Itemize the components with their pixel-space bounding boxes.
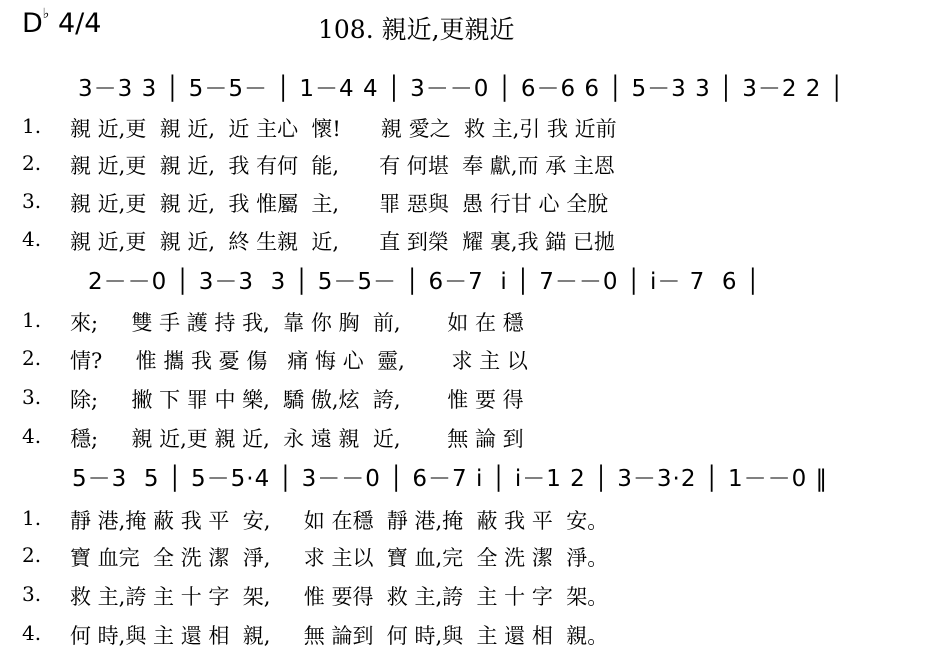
notation-line-2: 2－－0 │ 3－3 3 │ 5－5－ │ 6－7 i │ 7－－0 │ i－ 7 6 │: [88, 269, 761, 295]
verse-number: 1.: [22, 506, 42, 530]
verse-number: 4.: [22, 424, 42, 448]
verse-number: 2.: [22, 543, 42, 567]
lyric-line: 何 時,與 主 還 相 親, 無 論到 何 時,與 主 還 相 親。: [70, 624, 609, 648]
lyric-line: 救 主,誇 主 十 字 架, 惟 要得 救 主,誇 主 十 字 架。: [70, 585, 609, 609]
verse-number: 4.: [22, 227, 42, 251]
hymn-title: 108. 親近,更親近: [318, 15, 515, 44]
verse-number: 3.: [22, 385, 42, 409]
lyric-line: 親 近,更 親 近, 我 有何 能, 有 何堪 奉 獻,而 承 主恩: [70, 154, 615, 178]
lyric-line: 親 近,更 親 近, 我 惟屬 主, 罪 惡與 愚 行甘 心 全脫: [70, 192, 609, 216]
key-signature: D♭ 4/4: [22, 6, 102, 39]
time-signature: 4/4: [58, 8, 102, 39]
verse-number: 2.: [22, 151, 42, 175]
verse-number: 3.: [22, 189, 42, 213]
notation-line-1: 3－3 3 │ 5－5－ │ 1－4 4 │ 3－－0 │ 6－6 6 │ 5－3 3 │ 3－2 2 │: [78, 76, 845, 102]
verse-number: 3.: [22, 582, 42, 606]
verse-number: 1.: [22, 114, 42, 138]
verse-number: 4.: [22, 621, 42, 645]
lyric-line: 穩; 親 近,更 親 近, 永 遠 親 近, 無 論 到: [70, 427, 524, 451]
flat-sign: ♭: [42, 6, 50, 22]
lyric-line: 寶 血完 全 洗 潔 淨, 求 主以 寶 血,完 全 洗 潔 淨。: [70, 546, 609, 570]
lyric-line: 親 近,更 親 近, 終 生親 近, 直 到榮 耀 裏,我 錨 已拋: [70, 230, 615, 254]
lyric-line: 除; 撇 下 罪 中 樂, 驕 傲,炫 誇, 惟 要 得: [70, 388, 524, 412]
lyric-line: 靜 港,掩 蔽 我 平 安, 如 在穩 靜 港,掩 蔽 我 平 安。: [70, 509, 609, 533]
lyric-line: 來; 雙 手 護 持 我, 靠 你 胸 前, 如 在 穩: [70, 311, 524, 335]
verse-number: 2.: [22, 346, 42, 370]
lyric-line: 親 近,更 親 近, 近 主心 懷! 親 愛之 救 主,引 我 近前: [70, 117, 617, 141]
verse-number: 1.: [22, 308, 42, 332]
lyric-line: 情? 惟 攜 我 憂 傷 痛 悔 心 靈, 求 主 以: [70, 349, 528, 373]
notation-line-3: 5－3 5 │ 5－5·4 │ 3－－0 │ 6－7 i │ i－1 2 │ 3－3·2 │ 1－－0 ‖: [72, 466, 829, 492]
